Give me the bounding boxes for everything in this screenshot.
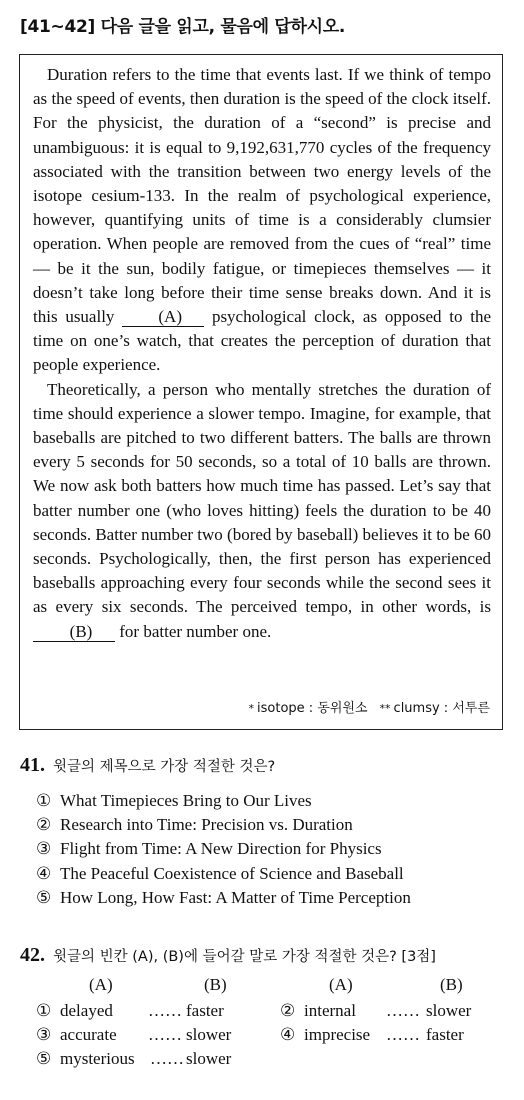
q42-option-1[interactable] xyxy=(36,1001,224,1021)
q41-option-4[interactable] xyxy=(36,862,510,886)
q42-option-5[interactable] xyxy=(36,1049,231,1069)
blank-b: (B) xyxy=(33,623,115,642)
q42-option-1-a: delayed xyxy=(60,1001,113,1020)
question-42-prompt: 윗글의 빈칸 (A), (B)에 들어갈 말로 가장 적절한 것은? [3점] xyxy=(53,949,436,965)
question-41-prompt: 윗글의 제목으로 가장 적절한 것은? xyxy=(53,759,276,775)
q41-option-1-mark: ① xyxy=(36,791,52,810)
q42-option-2[interactable] xyxy=(280,1001,471,1021)
question-42-options xyxy=(20,975,510,1075)
footnote-1-mark: * xyxy=(248,701,255,715)
q41-option-1[interactable] xyxy=(36,789,510,813)
passage-box xyxy=(19,54,503,730)
footnote-1: isotope : 동위원소 xyxy=(257,700,368,716)
footnote-2-mark: ** xyxy=(379,701,391,715)
q41-option-2-mark: ② xyxy=(36,815,52,835)
q42-option-1-mark: ① xyxy=(36,1001,52,1020)
column-a-header-left: (A) xyxy=(89,975,113,994)
question-41-number: 41. xyxy=(20,754,45,776)
q41-option-3-mark: ③ xyxy=(36,839,52,859)
q41-option-4-mark: ④ xyxy=(36,863,52,883)
q41-option-4-text: The Peaceful Coexistence of Science and Baseball xyxy=(60,863,404,883)
passage-paragraph-1 xyxy=(33,63,491,378)
q41-option-3-text: Flight from Time: A New Direction for Physics xyxy=(60,839,382,859)
q42-option-3-mark: ③ xyxy=(36,1025,52,1044)
q41-option-5-mark: ⑤ xyxy=(36,887,52,907)
q41-option-1-text: What Timepieces Bring to Our Lives xyxy=(60,791,312,810)
column-b-header-left: (B) xyxy=(204,975,227,994)
q42-option-1-b: faster xyxy=(186,1001,224,1020)
footnotes xyxy=(239,697,490,721)
q42-option-3-dots: …… xyxy=(148,1025,182,1044)
q41-option-2[interactable] xyxy=(36,813,510,837)
q42-option-4-b: faster xyxy=(426,1025,464,1044)
q42-option-5-mark: ⑤ xyxy=(36,1049,52,1068)
question-42 xyxy=(20,944,510,1075)
q41-option-3[interactable] xyxy=(36,837,510,861)
q42-option-5-a: mysterious xyxy=(60,1049,135,1068)
q42-option-5-b: slower xyxy=(186,1049,232,1068)
q42-option-3-a: accurate xyxy=(60,1025,117,1044)
q42-option-2-dots: …… xyxy=(386,1001,420,1020)
paragraph-1-text-end: psychological clock, as opposed to the time on one’s watch, that creates the perception of duration that people experience. xyxy=(33,307,491,375)
q42-option-4[interactable] xyxy=(280,1025,464,1045)
q42-option-2-b: slower xyxy=(426,1001,472,1020)
question-41-header xyxy=(20,754,510,777)
question-41-options xyxy=(36,789,510,910)
footnote-2: clumsy : 서투른 xyxy=(393,700,490,716)
column-a-header-right: (A) xyxy=(329,975,353,994)
paragraph-2-text-start: Theoretically, a person who mentally stretches the duration of time should experience a slower tempo. Imagine, for example, that baseballs are pitched to two different batters. The balls are thrown every 5 seconds for 50 seconds, so a total of 10 balls are thrown. We now ask both batters how much time has passed. Let’s say that batter number one (who loves hitting) feels the duration to be 40 seconds. Batter number two (bored by baseball) believes it to be 60 seconds. Psychologically, then, the first person has experienced baseballs approaching every four seconds while the second sees it as every six seconds. The perceived tempo, in other words, is xyxy=(33,379,491,617)
q42-option-2-mark: ② xyxy=(280,1001,296,1020)
section-header: [41~42] 다음 글을 읽고, 물음에 답하시오. xyxy=(20,17,345,37)
passage-paragraph-2 xyxy=(33,378,491,644)
q42-option-4-a: imprecise xyxy=(304,1025,371,1044)
q41-option-2-text: Research into Time: Precision vs. Duration xyxy=(60,815,353,835)
q41-option-5-text: How Long, How Fast: A Matter of Time Perception xyxy=(60,887,411,907)
q41-option-5[interactable] xyxy=(36,886,510,910)
q42-option-4-dots: …… xyxy=(386,1025,420,1044)
question-42-header xyxy=(20,944,510,967)
paragraph-1-text-start: Duration refers to the time that events last. If we think of tempo as the speed of events, then duration is the speed of the clock itself. For the physicist, the duration of a “second” is precise and unambiguous: it is equal to 9,192,631,770 cycles of the frequency associated with the transition between two energy levels of the isotope cesium-133. In the realm of psychological experience, however, quantifying units of time is a considerably clumsier operation. When people are removed from the cues of “real” time — be it the sun, bodily fatigue, or timepieces themselves — it doesn’t take long before their time sense breaks down. And it is this usually xyxy=(33,65,491,327)
question-41 xyxy=(20,754,510,910)
paragraph-2-text-end: for batter number one. xyxy=(115,621,272,641)
column-b-header-right: (B) xyxy=(440,975,463,994)
q42-option-2-a: internal xyxy=(304,1001,356,1020)
q42-option-1-dots: …… xyxy=(148,1001,182,1020)
blank-a: (A) xyxy=(122,308,204,327)
question-42-number: 42. xyxy=(20,944,45,966)
q42-option-4-mark: ④ xyxy=(280,1025,296,1044)
q42-option-5-dots: …… xyxy=(150,1049,184,1068)
q42-option-3-b: slower xyxy=(186,1025,232,1044)
q42-option-3[interactable] xyxy=(36,1025,231,1045)
